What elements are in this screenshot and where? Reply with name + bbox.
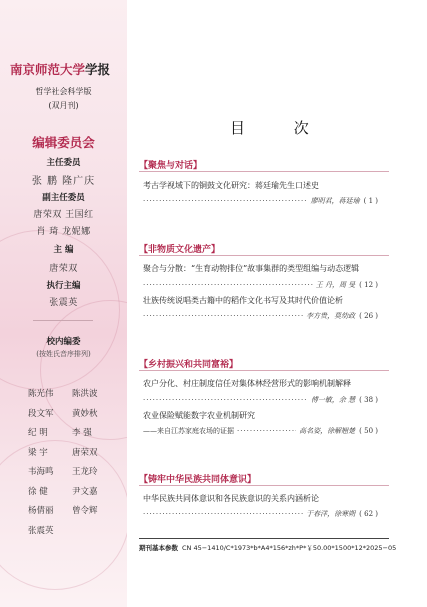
member-name: 徐 健 [28,486,48,497]
article-title[interactable]: 壮族传统说唱类古籍中的稻作文化书写及其时代价值论析 [143,296,343,305]
footer-label: 期刊基本参数 [139,544,178,552]
section-divider [139,171,389,172]
member-name: 陈光伟 [28,389,54,399]
member-name: 唐荣双 [72,447,98,458]
member-name: 梁 宇 [28,447,48,458]
article-title[interactable]: 农户分化、村庄制度信任对集体林经营形式的影响机制解释 [143,379,351,388]
section-divider [139,255,389,256]
footer-divider [139,538,389,539]
member-name: 杨倩丽 [28,506,54,516]
vice-chair-names: 唐荣双 王国红 [33,210,94,220]
member-name: 王龙玲 [72,467,98,477]
footer-text: CN 45−1410/C*1973*b*A4*156*zh*P*￥50.00*1500*12*2025−05 [182,544,397,552]
journal-suffix: 学报 [85,62,111,77]
article-page: ( 1 ) [363,197,378,205]
article-meta [143,311,378,321]
dot-leader [143,312,303,320]
article-meta [143,509,378,519]
section-divider [139,370,389,371]
member-name: 尹文嘉 [72,486,98,497]
frequency-label: (双月刊) [48,101,79,110]
article-authors: 高名姿，徐解翘楚 [299,427,356,435]
member-name: 段文军 [28,408,54,419]
edition-label: 哲学社会科学版 [35,87,92,96]
journal-name: 南京师范大学 [10,62,86,77]
dot-leader [143,281,313,289]
members-note: (按姓氏音序排列) [36,350,91,358]
article-authors: 廖明君，蒋廷瑜 [310,197,360,205]
dot-leader [143,396,308,404]
article-meta [143,196,378,206]
section-divider [139,485,389,486]
section-header: 【非物质文化遗产】 [139,245,221,255]
member-name: 曾令辉 [72,506,98,516]
article-meta [143,395,378,405]
vice-chair-label: 副主任委员 [42,193,85,203]
article-title[interactable]: 农业保险赋能数字农业机制研究 [143,411,255,420]
sidebar [0,0,127,607]
article-page: ( 12 ) [359,281,378,289]
member-name: 李 强 [72,428,92,438]
article-page: ( 38 ) [359,396,378,404]
committee-title: 编辑委员会 [32,135,95,150]
article-authors: 傅一敏，余 慧 [310,396,356,404]
divider [33,320,93,321]
journal-title [10,60,120,80]
article-authors: 李方贵，莫幼政 [306,312,356,320]
article-meta [143,426,378,436]
decorative-swirl [0,440,127,590]
journal-parameters [139,543,396,552]
article-page: ( 62 ) [359,510,378,518]
vice-chair-names: 肖 琦 龙妮娜 [36,227,91,237]
article-authors: 于春洋，徐寒朔 [306,510,356,518]
members-label: 校内编委 [46,337,81,347]
exec-editor-label: 执行主编 [46,281,81,291]
section-header: 【聚焦与对话】 [139,161,203,171]
article-title[interactable]: 中华民族共同体意识和各民族意识的关系内涵析论 [143,494,319,503]
section-header: 【乡村振兴和共同富裕】 [139,360,239,370]
editor-name: 唐荣双 [49,264,78,274]
dot-leader [143,197,308,205]
dot-leader [237,427,296,435]
article-subtitle: ——来自江苏家庭农场的证据 [143,427,234,435]
article-page: ( 26 ) [359,312,378,320]
article-title[interactable]: 聚合与分散：“生育动物排位”故事集群的类型组编与动态逻辑 [143,264,360,273]
member-name: 韦海鸣 [28,467,54,477]
dot-leader [143,510,303,518]
member-name: 陈洪波 [72,389,98,399]
contents-heading: 目 次 [230,119,331,137]
article-title[interactable]: 考古学视域下的铜鼓文化研究：蒋廷瑜先生口述史 [143,181,319,190]
editor-label: 主 编 [53,245,74,255]
exec-editor-name: 张震英 [49,298,78,308]
section-header: 【铸牢中华民族共同体意识】 [139,475,257,485]
member-name: 黄妙秋 [72,408,98,419]
article-authors: 王 丹，周 旻 [315,281,356,289]
chair-names: 张 鹏 隆广庆 [31,176,96,187]
member-name: 纪 明 [28,428,48,438]
member-name: 张震英 [28,525,54,536]
article-meta [143,280,378,290]
chair-label: 主任委员 [46,158,81,168]
article-page: ( 50 ) [359,427,378,435]
